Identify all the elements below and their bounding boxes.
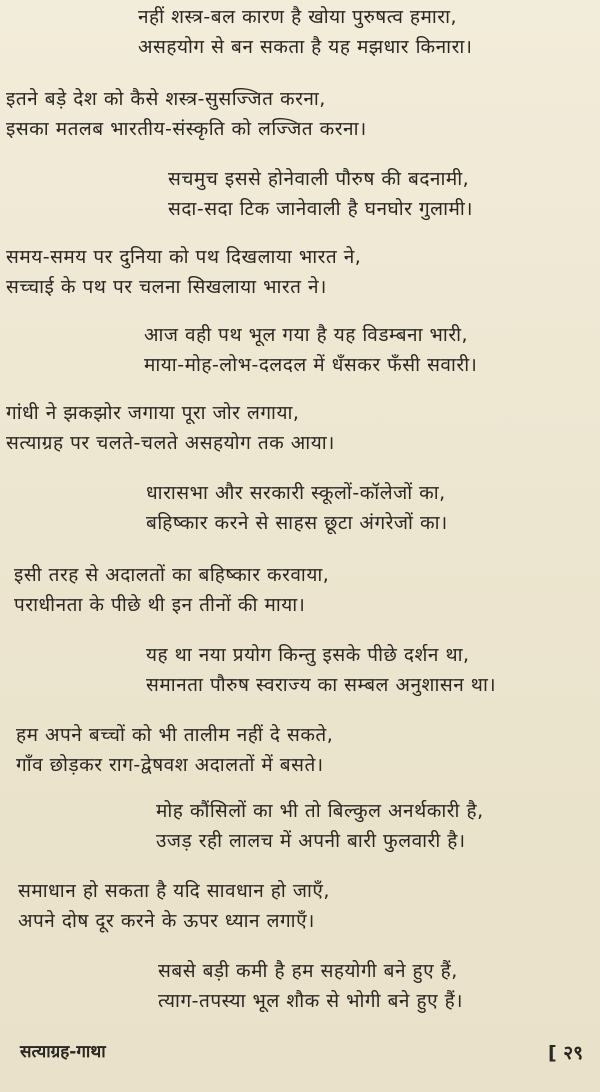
stanza-2 bbox=[6, 84, 367, 144]
verse-line: समानता पौरुष स्वराज्य का सम्बल अनुशासन था। bbox=[146, 674, 497, 696]
verse-line: सदा-सदा टिक जानेवाली है घनघोर गुलामी। bbox=[168, 198, 473, 220]
verse-line: असहयोग से बन सकता है यह मझधार किनारा। bbox=[138, 36, 473, 58]
verse-line: गाँव छोड़कर राग-द्वेषवश अदालतों में बसते। bbox=[16, 754, 324, 776]
stanza-6 bbox=[6, 398, 335, 458]
verse-line: नहीं शस्त्र-बल कारण है खोया पुरुषत्व हमारा, bbox=[138, 6, 458, 28]
verse-line: सचमुच इससे होनेवाली पौरुष की बदनामी, bbox=[168, 168, 470, 190]
verse-line: समय-समय पर दुनिया को पथ दिखलाया भारत ने, bbox=[6, 246, 362, 268]
verse-line: त्याग-तपस्या भूल शौक से भोगी बने हुए हैं। bbox=[158, 990, 463, 1012]
stanza-7 bbox=[146, 478, 448, 538]
verse-line: इसी तरह से अदालतों का बहिष्कार करवाया, bbox=[14, 564, 330, 586]
verse-line: बहिष्कार करने से साहस छूटा अंगरेजों का। bbox=[146, 512, 448, 534]
stanza-10 bbox=[16, 720, 333, 780]
verse-line: माया-मोह-लोभ-दलदल में धँसकर फँसी सवारी। bbox=[144, 354, 478, 376]
verse-line: सबसे बड़ी कमी है हम सहयोगी बने हुए हैं, bbox=[158, 960, 458, 982]
verse-line: सत्याग्रह पर चलते-चलते असहयोग तक आया। bbox=[6, 432, 335, 454]
book-title: सत्याग्रह-गाथा bbox=[20, 1042, 106, 1062]
stanza-12 bbox=[18, 876, 330, 936]
verse-line: इतने बड़े देश को कैसे शस्त्र-सुसज्जित करना, bbox=[6, 88, 326, 110]
stanza-8 bbox=[14, 560, 329, 620]
verse-line: सच्चाई के पथ पर चलना सिखलाया भारत ने। bbox=[6, 276, 327, 298]
stanza-3 bbox=[168, 164, 473, 224]
verse-line: धारासभा और सरकारी स्कूलों-कॉलेजों का, bbox=[146, 482, 446, 504]
verse-line: समाधान हो सकता है यदि सावधान हो जाएँ, bbox=[18, 880, 330, 902]
stanza-11 bbox=[156, 796, 484, 856]
stanza-1 bbox=[138, 2, 472, 62]
stanza-5 bbox=[144, 320, 477, 380]
verse-line: इसका मतलब भारतीय-संस्कृति को लज्जित करना। bbox=[6, 118, 367, 140]
verse-line: यह था नया प्रयोग किन्तु इसके पीछे दर्शन था, bbox=[146, 644, 470, 666]
verse-line: पराधीनता के पीछे थी इन तीनों की माया। bbox=[14, 594, 306, 616]
stanza-4 bbox=[6, 242, 361, 302]
stanza-13 bbox=[158, 956, 463, 1016]
verse-line: हम अपने बच्चों को भी तालीम नहीं दे सकते, bbox=[16, 724, 334, 746]
verse-line: आज वही पथ भूल गया है यह विडम्बना भारी, bbox=[144, 324, 469, 346]
verse-line: मोह कौंसिलों का भी तो बिल्कुल अनर्थकारी है, bbox=[156, 800, 484, 822]
page-number: [ २९ bbox=[548, 1042, 584, 1064]
verse-line: अपने दोष दूर करने के ऊपर ध्यान लगाएँ। bbox=[18, 910, 315, 932]
verse-line: उजड़ रही लालच में अपनी बारी फुलवारी है। bbox=[156, 830, 466, 852]
stanza-9 bbox=[146, 640, 496, 700]
verse-line: गांधी ने झकझोर जगाया पूरा जोर लगाया, bbox=[6, 402, 300, 424]
